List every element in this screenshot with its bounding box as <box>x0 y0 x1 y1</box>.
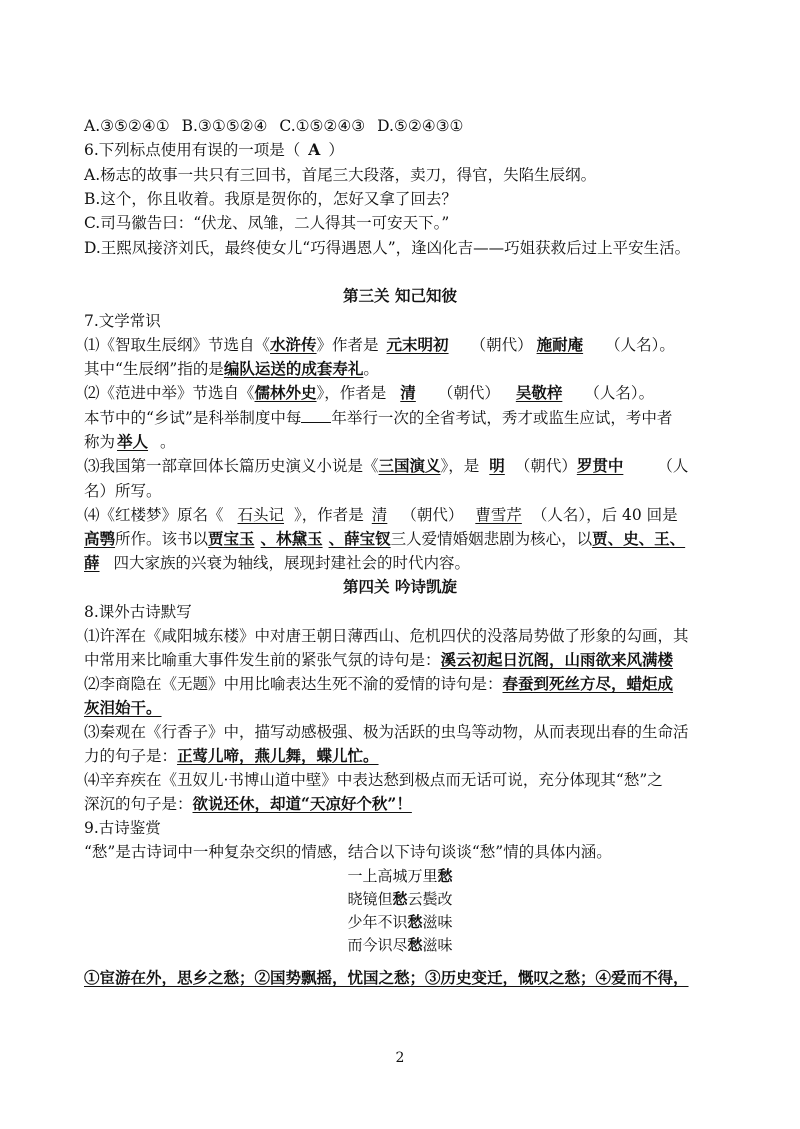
q7-answer-original-title: 石头记 <box>237 506 285 524</box>
q7-item4-line1 <box>84 505 678 525</box>
q7-answer-continuator: 高鹗 <box>84 529 116 548</box>
poem-line <box>0 935 800 955</box>
q7-answer-dynasty2: 清 <box>400 383 416 402</box>
q7-answer-term: 举人 <box>117 432 149 451</box>
q7-text: 称为 <box>84 433 116 451</box>
poem-key-char: 愁 <box>392 890 408 908</box>
q5-option-c: C.①⑤②④③ <box>279 117 366 135</box>
q8-item3-line2 <box>84 746 379 766</box>
poem-text: 云鬓改 <box>407 890 453 908</box>
poem-line <box>0 889 800 909</box>
q7-answer-book3: 三国演义 <box>378 456 441 475</box>
q8-item4-line2 <box>84 794 412 814</box>
q7-item3-line1 <box>84 456 688 476</box>
q7-text: 》，作者是 <box>316 384 387 402</box>
q7-text: （人名）。 <box>584 384 655 402</box>
q8-answer-2-cont: 灰泪始干。 <box>84 698 162 717</box>
poem-text: 少年不识 <box>347 913 408 931</box>
q7-text: （朝代） <box>401 506 464 524</box>
q6-answer: A <box>308 140 321 159</box>
poem-text: 晓镜但 <box>347 890 393 908</box>
q7-answer-author4: 曹雪芹 <box>475 506 522 524</box>
q7-item4-line3 <box>84 553 470 573</box>
q7-item2-line3 <box>84 432 176 452</box>
q8-text: ⑵李商隐在《无题》中用比喻表达生死不渝的爱情的诗句是： <box>84 675 503 693</box>
q8-item2-line2 <box>84 698 162 718</box>
poem-text: 滋味 <box>422 913 453 931</box>
q6-stem <box>84 140 344 160</box>
poem-text: 滋味 <box>422 936 453 954</box>
q7-text: 。 <box>160 433 176 451</box>
q8-item1-line1: ⑴许浑在《咸阳城东楼》中对唐王朝日薄西山、危机四伏的没落局势做了形象的勾画，其 <box>84 627 689 645</box>
q5-option-a: A.③⑤②④① <box>84 117 170 135</box>
q8-item4-line1: ⑷辛弃疾在《丑奴儿·书博山道中壁》中表达愁到极点而无话可说，充分体现其“愁”之 <box>84 771 663 789</box>
q7-answer-meaning: 编队运送的成套寿礼 <box>223 359 364 378</box>
q6-option-c: C.司马徽告曰：“伏龙、凤雏，二人得其一可安天下。” <box>84 214 450 232</box>
q7-answer-dynasty4: 清 <box>371 506 388 524</box>
q7-text: 》作者是 <box>316 336 379 354</box>
q7-text: 年举行一次的全省考试，秀才或监生应试，考中者 <box>331 409 673 427</box>
q7-answer-families: 贾、史、王、 <box>592 529 686 548</box>
q7-text: 。 <box>363 360 379 378</box>
q8-text: 力的句子是： <box>84 747 178 765</box>
q7-answer-character1: 贾宝玉 <box>208 529 255 548</box>
q7-text: ⑵《范进中举》节选自《 <box>84 384 255 402</box>
q7-text: （朝代） <box>437 384 500 402</box>
q7-item3-line2: 名）所写。 <box>84 482 162 500</box>
q7-text: （人 <box>657 457 689 475</box>
q9-answer: ①宦游在外，思乡之愁；②国势飘摇，忧国之愁；③历史变迁，慨叹之愁；④爱而不得， <box>84 968 689 987</box>
q9-stem: “愁”是古诗词中一种复杂交织的情感，结合以下诗句谈谈“愁”情的具体内涵。 <box>84 843 612 861</box>
q7-separator: 、 <box>328 529 345 548</box>
q6-stem-close: ） <box>328 141 344 159</box>
poem-key-char: 愁 <box>437 867 453 885</box>
q7-answer-families-cont: 薛 <box>84 553 100 572</box>
q7-answer-book2: 儒林外史 <box>254 383 317 402</box>
q7-text: 》，是 <box>440 457 480 475</box>
q7-text: 三人爱情婚姻悲剧为核心，以 <box>390 530 593 548</box>
poem-key-char: 愁 <box>407 913 423 931</box>
q7-text: 》，作者是 <box>294 506 364 524</box>
q7-separator: 、 <box>260 529 277 548</box>
poem-line <box>0 866 800 886</box>
q7-text: 本节中的“乡试”是科举制度中每 <box>84 409 302 427</box>
section-3-title: 第三关 知己知彼 <box>343 286 457 305</box>
q8-item2-line1 <box>84 674 673 694</box>
section-4-title: 第四关 吟诗凯旋 <box>343 577 457 596</box>
q7-answer-character3: 薛宝钗 <box>344 529 391 548</box>
q7-answer-author2: 吴敬梓 <box>515 383 563 402</box>
q6-option-b: B.这个，你且收着。我原是贺你的，怎好又拿了回去？ <box>84 190 457 208</box>
q7-item2-line1 <box>84 383 654 403</box>
q7-text: ⑷《红楼梦》原名《 <box>84 506 224 524</box>
q7-item2-line2 <box>84 408 672 428</box>
q8-answer-2: 春蚕到死丝方尽，蜡炬成 <box>502 674 674 693</box>
poem-line <box>0 912 800 932</box>
q5-options <box>84 116 463 136</box>
q9-title: 9.古诗鉴赏 <box>84 819 161 837</box>
q8-title: 8.课外古诗默写 <box>84 603 192 621</box>
q7-answer-book: 水浒传 <box>270 335 317 354</box>
page-number: 2 <box>395 1050 405 1066</box>
q7-text: （朝代） <box>514 457 577 475</box>
q6-option-a: A.杨志的故事一共只有三回书，首尾三大段落，卖刀，得官，失陷生辰纲。 <box>84 166 597 184</box>
q7-answer-author: 施耐庵 <box>536 335 584 354</box>
q8-answer-3: 正莺儿啼，燕儿舞，蝶儿忙。 <box>177 746 379 765</box>
q7-title: 7.文学常识 <box>84 312 161 330</box>
q7-item4-line2 <box>84 529 685 549</box>
q8-text: 深沉的句子是： <box>84 795 193 813</box>
q7-text: （朝代） <box>470 336 533 354</box>
q7-answer-character2: 林黛玉 <box>276 529 323 548</box>
q5-option-d: D.⑤②④③① <box>377 117 464 135</box>
q5-option-b: B.③①⑤②④ <box>181 117 268 135</box>
q7-text: （人名）。 <box>605 336 675 354</box>
q7-text: 四大家族的兴衰为轴线，展现封建社会的时代内容。 <box>113 554 471 572</box>
poem-key-char: 愁 <box>407 936 423 954</box>
q7-text: 其中“生辰纲”指的是 <box>84 360 224 378</box>
q7-text: 所作。该书以 <box>115 530 209 548</box>
q6-stem-text: 6.下列标点使用有误的一项是（ <box>84 141 301 159</box>
q6-option-d: D.王熙凤接济刘氏，最终使女儿“巧得遇恩人”，逢凶化吉——巧姐获救后过上平安生活。 <box>84 239 691 257</box>
q8-text: 中常用来比喻重大事件发生前的紧张气氛的诗句是： <box>84 651 441 669</box>
q8-answer-4: 欲说还休，却道“天凉好个秋”！ <box>192 794 412 813</box>
q7-text: ⑶我国第一部章回体长篇历史演义小说是《 <box>84 457 379 475</box>
q7-item1-line1 <box>84 335 675 355</box>
q7-text: ⑴《智取生辰纲》节选自《 <box>84 336 271 354</box>
poem-text: 一上高城万里 <box>347 867 438 885</box>
q8-item3-line1: ⑶秦观在《行香子》中，描写动感极强、极为活跃的虫鸟等动物，从而表现出春的生命活 <box>84 723 689 741</box>
q7-text: （人名），后 40 回是 <box>531 506 678 524</box>
q7-item1-line2 <box>84 359 379 379</box>
q7-answer-author3: 罗贯中 <box>576 456 624 475</box>
q8-answer-1: 溪云初起日沉阁，山雨欲来风满楼 <box>440 650 674 669</box>
poem-text: 而今识尽 <box>347 936 408 954</box>
q7-answer-dynasty: 元末明初 <box>386 335 449 354</box>
q8-item1-line2 <box>84 650 673 670</box>
q7-answer-dynasty3: 明 <box>489 456 505 475</box>
blank-line <box>301 408 331 423</box>
